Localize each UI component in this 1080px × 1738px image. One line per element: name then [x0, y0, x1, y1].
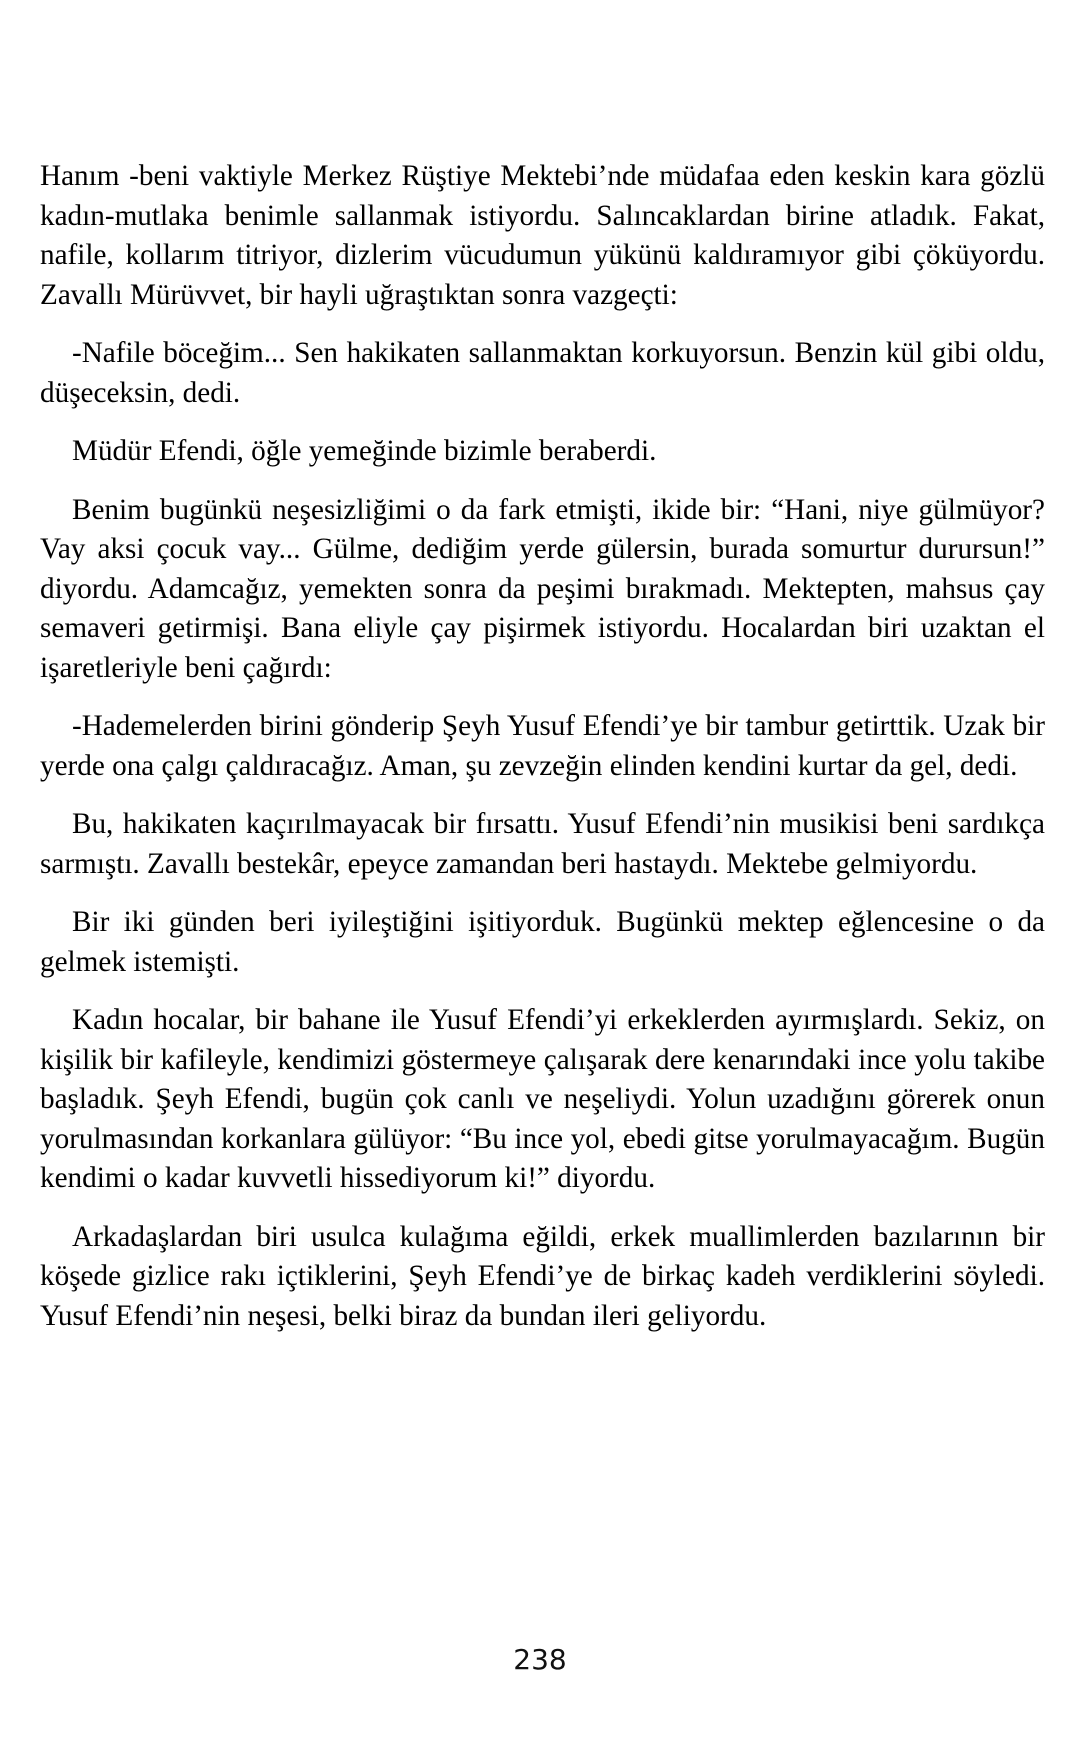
paragraph-5: -Hademelerden birini gönderip Şeyh Yusuf Efendi’ye bir tambur getirttik. Uzak bir yerde ona çalgı çaldıracağız. Aman, şu zevzeğin elinden kendini kurtar da gel, dedi.: [40, 710, 1045, 782]
paragraph-2: -Nafile böceğim... Sen hakikaten sallanmaktan korkuyorsun. Benzin kül gibi oldu, düşeceksin, dedi.: [40, 337, 1045, 409]
paragraph-9: Arkadaşlardan biri usulca kulağıma eğildi, erkek muallimlerden bazılarının bir köşede gizlice rakı içtiklerini, Şeyh Efendi’ye de birkaç kadeh verdiklerini söyledi. Yusuf Efendi’nin neşesi, belki biraz da bundan ileri geliyordu.: [40, 1220, 1045, 1332]
paragraph-1: Hanım -beni vaktiyle Merkez Rüştiye Mektebi’nde müdafaa eden keskin kara gözlü kadın-mutlaka benimle sallanmak istiyordu. Salıncaklardan birine atladık. Fakat, nafile, kollarım titriyor, dizlerim vücudumun yükünü kaldıramıyor gibi çöküyordu. Zavallı Mürüvvet, bir hayli uğraştıktan sonra vazgeçti:: [40, 160, 1045, 311]
paragraph-8: Kadın hocalar, bir bahane ile Yusuf Efendi’yi erkeklerden ayırmışlardı. Sekiz, on kişilik bir kafileyle, kendimizi göstermeye çalışarak dere kenarındaki ince yolu takibe başladık. Şeyh Efendi, bugün çok canlı ve neşeliydi. Yolun uzadığını görerek onun yorulmasından korkanlara gülüyor: “Bu ince yol, ebedi gitse yorulmayacağım. Bugün kendimi o kadar kuvvetli hissediyorum ki!” diyordu.: [40, 1004, 1045, 1194]
paragraph-6: Bu, hakikaten kaçırılmayacak bir fırsattı. Yusuf Efendi’nin musikisi beni sardıkça sarmıştı. Zavallı bestekâr, epeyce zamandan beri hastaydı. Mektebe gelmiyordu.: [40, 808, 1045, 880]
paragraph-3: Müdür Efendi, öğle yemeğinde bizimle beraberdi.: [72, 435, 657, 467]
page-number: 238: [513, 1643, 567, 1676]
paragraph-7: Bir iki günden beri iyileştiğini işitiyorduk. Bugünkü mektep eğlencesine o da gelmek istemişti.: [40, 906, 1045, 978]
paragraph-4: Benim bugünkü neşesizliğimi o da fark etmişti, ikide bir: “Hani, niye gülmüyor? Vay aksi çocuk vay... Gülme, dediğim yerde gülersin, burada somurtur durursun!” diyordu. Adamcağız, yemekten sonra da peşimi bırakmadı. Mektepten, mahsus çay semaveri getirmişi. Bana eliyle çay pişirmek istiyordu. Hocalardan biri uzaktan el işaretleriyle beni çağırdı:: [40, 493, 1045, 684]
page-body: [40, 157, 1045, 1355]
